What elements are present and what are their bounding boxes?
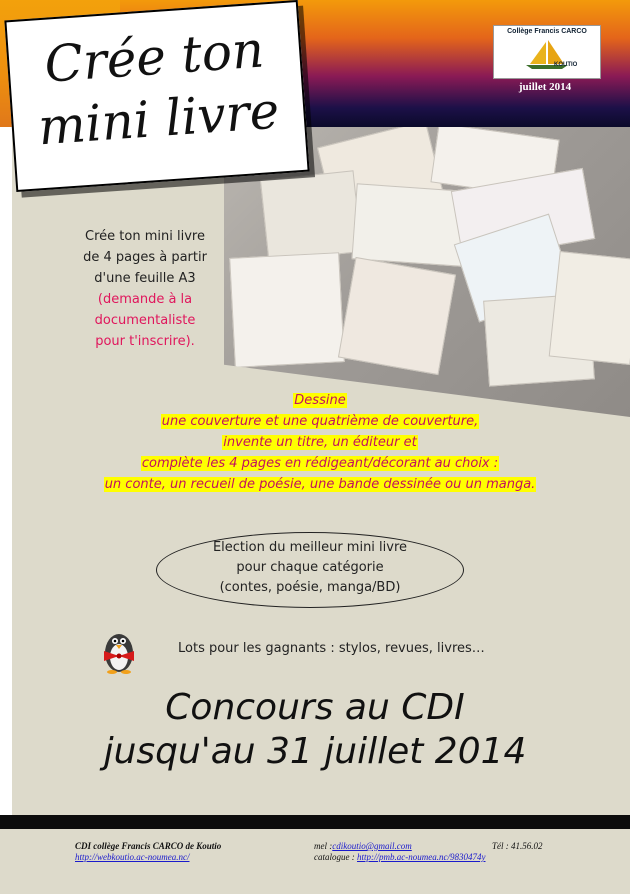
- contest-line-2: jusqu'au 31 juillet 2014: [103, 731, 527, 772]
- title-card: [4, 0, 309, 192]
- footer-mail-label: mel :: [314, 841, 333, 851]
- instruction-line: invente un titre, un éditeur et: [223, 435, 417, 450]
- footer-catalogue-link[interactable]: http://pmb.ac-noumea.nc/9830474y: [357, 852, 486, 862]
- footer-catalogue-label: catalogue :: [314, 852, 357, 862]
- instruction-line: complète les 4 pages en rédigeant/décorant au choix :: [141, 456, 499, 471]
- logo-subtitle: KOUTIO: [554, 62, 578, 68]
- school-logo: [493, 25, 601, 79]
- title-line-1: Crée ton: [42, 20, 266, 94]
- contest-line-1: Concours au CDI: [165, 687, 465, 728]
- penguin-icon: [98, 625, 140, 675]
- issue-date: juillet 2014: [518, 81, 572, 93]
- footer-website-link[interactable]: http://webkoutio.ac-noumea.nc/: [75, 852, 190, 862]
- bottom-bar: [0, 815, 630, 829]
- intro-line: Crée ton mini livre: [85, 229, 205, 244]
- footer-tel: Tél : 41.56.02: [492, 841, 543, 851]
- contest-heading: [60, 686, 570, 774]
- instruction-line: Dessine: [294, 393, 346, 408]
- instruction-line: un conte, un recueil de poésie, une bande dessinée ou un manga.: [104, 477, 536, 492]
- footer-org: CDI collège Francis CARCO de Koutio: [75, 841, 222, 851]
- instruction-line: une couverture et une quatrième de couverture,: [161, 414, 479, 429]
- prizes-text: Lots pour les gagnants : stylos, revues, livres…: [178, 641, 485, 656]
- election-line: (contes, poésie, manga/BD): [219, 580, 401, 595]
- election-line: pour chaque catégorie: [236, 560, 384, 575]
- title-line-2: mini livre: [36, 81, 281, 157]
- intro-text: [70, 226, 220, 352]
- logo-school-name: Collège Francis CARCO: [507, 28, 587, 35]
- election-line: Election du meilleur mini livre: [212, 540, 408, 555]
- intro-line: d'une feuille A3: [94, 271, 196, 286]
- footer-mail-link[interactable]: cdikoutio@gmail.com: [332, 841, 412, 851]
- election-oval: [156, 532, 464, 608]
- intro-note-line: pour t'inscrire).: [95, 334, 195, 349]
- intro-note-line: (demande à la: [97, 292, 193, 307]
- footer: [0, 829, 630, 894]
- intro-note-line: documentaliste: [94, 313, 196, 328]
- instructions: [70, 390, 570, 495]
- intro-line: de 4 pages à partir: [83, 250, 207, 265]
